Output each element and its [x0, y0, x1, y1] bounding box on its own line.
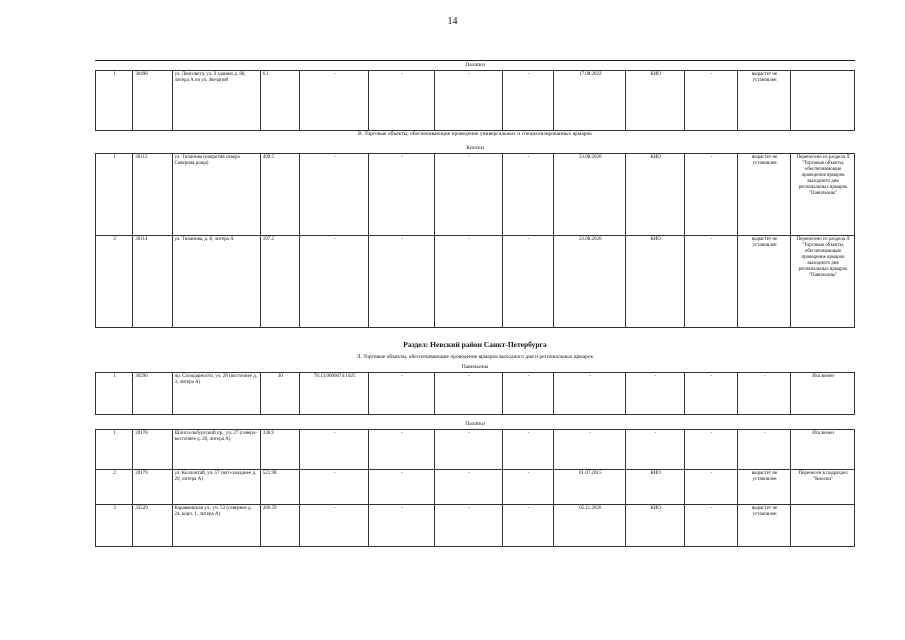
subsection-title-v: В. Торговые объекты, обеспечивающие проведение универсальных и специализированных ярмарок	[358, 131, 592, 137]
cell-num: 2	[96, 236, 133, 328]
table-row	[96, 505, 855, 547]
block-heading-palatki: Палатки	[465, 421, 485, 427]
cell-area: 30	[260, 373, 299, 415]
cell-col8: -	[503, 154, 554, 236]
cell-org: -	[626, 430, 684, 470]
cell-col11: -	[684, 430, 737, 470]
section-title: Раздел: Невский район Санкт-Петербурга	[403, 340, 547, 349]
cell-date: 01.07.2015	[554, 470, 626, 505]
cell-col8: -	[503, 71, 554, 131]
cell-note: Исключен	[791, 373, 855, 415]
cell-col11: -	[684, 470, 737, 505]
cell-col6: -	[369, 71, 435, 131]
cell-id: 20179	[133, 470, 172, 505]
cell-num: 1	[96, 71, 133, 131]
cell-col11: -	[684, 236, 737, 328]
cell-col6: -	[369, 154, 435, 236]
table-row	[96, 236, 855, 328]
cell-cadastre: -	[300, 505, 369, 547]
cell-col11: -	[684, 154, 737, 236]
cell-id: 30290	[133, 373, 172, 415]
cell-cadastre: -	[300, 71, 369, 131]
cell-date: 23.08.2020	[554, 236, 626, 328]
cell-num: 2	[96, 470, 133, 505]
cell-cadastre: -	[300, 470, 369, 505]
cell-address: ул. Типанова (напротив сквера Северная роща)	[172, 154, 260, 236]
cell-col6: -	[369, 373, 435, 415]
cell-col8: -	[503, 505, 554, 547]
cell-note: Перенесен в подраздел "Киоски"	[791, 470, 855, 505]
cell-org: КИО	[626, 505, 684, 547]
page-number: 14	[447, 16, 458, 27]
cell-col7: -	[435, 505, 503, 547]
cell-num: 1	[96, 430, 133, 470]
cell-col7: -	[435, 430, 503, 470]
cell-note: Перенесено из раздела Л "Торговые объекты, обеспечивающие проведение ярмарок выходного дня региональных ярмарок "Павильоны"	[791, 236, 855, 328]
table-row	[96, 373, 855, 415]
cell-area: 197.2	[260, 236, 299, 328]
cell-id: 20178	[133, 430, 172, 470]
cell-address: ул. Коллонтай, уч. 57 (юго-западнее д. 20, литера А)	[172, 470, 260, 505]
cell-col6: -	[369, 236, 435, 328]
table-palatki-1	[95, 70, 855, 131]
cell-col7: -	[435, 71, 503, 131]
cell-term: вырастет не установлен	[738, 154, 791, 236]
cell-address: Караваевская ул., уч. 53 (севернее д. 24, корп. 1, литера А)	[172, 505, 260, 547]
cell-date: -	[554, 373, 626, 415]
cell-term: вырастет не установлен	[738, 71, 791, 131]
cell-date: -	[554, 430, 626, 470]
cell-cadastre: 78:13:0006074:1025	[300, 373, 369, 415]
cell-org: КИО	[626, 236, 684, 328]
cell-col8: -	[503, 373, 554, 415]
cell-col6: -	[369, 430, 435, 470]
cell-date: 17.08.2022	[554, 71, 626, 131]
cell-org: -	[626, 373, 684, 415]
cell-term: вырастет не установлен	[738, 470, 791, 505]
cell-org: КИО	[626, 154, 684, 236]
cell-col6: -	[369, 505, 435, 547]
cell-date: 23.08.2020	[554, 154, 626, 236]
cell-num: 1	[96, 373, 133, 415]
table-pavilony	[95, 372, 855, 415]
cell-id: 30113	[133, 154, 172, 236]
cell-col6: -	[369, 470, 435, 505]
cell-id: 33529	[133, 505, 172, 547]
cell-area: 338.9	[260, 430, 299, 470]
cell-col11: -	[684, 505, 737, 547]
cell-num: 1	[96, 154, 133, 236]
cell-id: 30114	[133, 236, 172, 328]
table-palatki-2	[95, 429, 855, 547]
cell-col11: -	[684, 71, 737, 131]
cell-cadastre: -	[300, 236, 369, 328]
cell-area: 6.1	[260, 71, 299, 131]
cell-id: 30498	[133, 71, 172, 131]
table-row	[96, 71, 855, 131]
cell-col7: -	[435, 470, 503, 505]
cell-area: 499.5	[260, 154, 299, 236]
cell-col11: -	[684, 373, 737, 415]
cell-cadastre: -	[300, 154, 369, 236]
cell-date: 05.11.2026	[554, 505, 626, 547]
cell-note: Перенесено из раздела Л "Торговые объекты, обеспечивающие проведение ярмарок выходного дня региональных ярмарок "Павильоны"	[791, 154, 855, 236]
cell-note	[791, 505, 855, 547]
cell-org: КИО	[626, 71, 684, 131]
block-heading-pavilony: Павильоны	[461, 364, 489, 370]
block-heading-palatki: Палатки	[465, 62, 485, 68]
table-row	[96, 154, 855, 236]
cell-address: Шлиссельбургский пр., уч. 27 (северо-восточнее д. 20, литера А)	[172, 430, 260, 470]
cell-col7: -	[435, 236, 503, 328]
cell-org: КИО	[626, 470, 684, 505]
cell-col8: -	[503, 236, 554, 328]
cell-term: -	[738, 430, 791, 470]
cell-address: ул. Типанова, д. 8, литера А	[172, 236, 260, 328]
cell-cadastre: -	[300, 430, 369, 470]
cell-area: 521.98	[260, 470, 299, 505]
cell-term: вырастет не установлен	[738, 236, 791, 328]
cell-col7: -	[435, 373, 503, 415]
cell-num: 3	[96, 505, 133, 547]
header-rule	[95, 60, 855, 61]
subsection-title-l: Л. Торговые объекты, обеспечивающие проведение ярмарок выходного дня и региональных ярмарок	[356, 354, 594, 360]
cell-note: Исключен	[791, 430, 855, 470]
cell-term: -	[738, 373, 791, 415]
cell-term: вырастет не установлен	[738, 505, 791, 547]
cell-col7: -	[435, 154, 503, 236]
cell-note	[791, 71, 855, 131]
table-row	[96, 430, 855, 470]
table-row	[96, 470, 855, 505]
cell-address: ул. Ленсовета, ул. З зданию д. 88, литера А по ул. Звездной	[172, 71, 260, 131]
cell-area: 360.59	[260, 505, 299, 547]
cell-col8: -	[503, 430, 554, 470]
cell-col8: -	[503, 470, 554, 505]
table-kioski	[95, 153, 855, 328]
cell-address: пр. Солидарности, уч. 28 (восточнее д. 3, литера А)	[172, 373, 260, 415]
block-heading-kioski: Киоски	[466, 145, 484, 151]
